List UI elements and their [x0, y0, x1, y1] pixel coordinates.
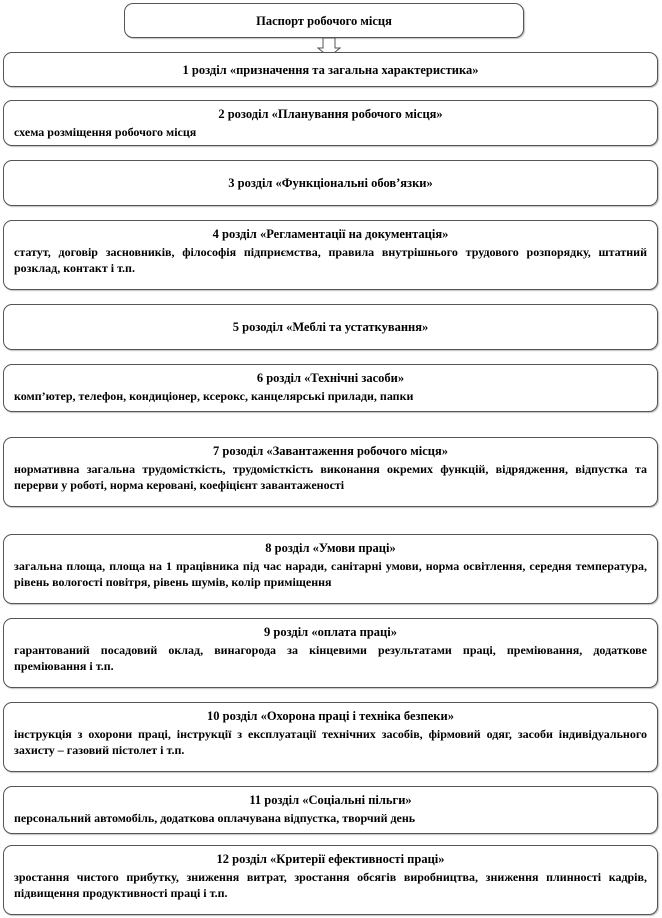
section-8-title: 8 розділ «Умови праці» — [265, 541, 396, 555]
section-7 — [3, 437, 658, 507]
section-4 — [3, 220, 658, 290]
section-6-description: комп’ютер, телефон, кондиціонер, ксерокс, канцелярські прилади, папки — [14, 389, 414, 403]
section-10-description: інструкція з охорони праці, інструкції з експлуатації технічних засобів, фірмовий одяг, засоби індивідуального захисту – газовий пістолет і т.п. — [14, 727, 647, 757]
section-11-title: 11 розділ «Соціальні пільги» — [249, 793, 412, 807]
section-8 — [3, 534, 658, 604]
section-5-title: 5 розоділ «Меблі та устаткування» — [232, 320, 429, 334]
section-11-description: персональний автомобіль, додаткова оплачувана відпустка, творчий день — [14, 811, 416, 825]
passport-header-box — [124, 3, 524, 38]
section-11 — [3, 786, 658, 834]
section-10-title: 10 розділ «Охорона праці і техніка безпеки» — [207, 709, 454, 723]
section-4-description: статут, договір засновників, філософія підприємства, правила внутрішнього трудового розпорядку, штатний розклад, контакт і т.п. — [14, 245, 647, 275]
section-2-description: схема розміщення робочого місця — [14, 125, 197, 139]
passport-title: Паспорт робочого місця — [256, 13, 392, 28]
section-7-title: 7 розоділ «Завантаження робочого місця» — [213, 444, 448, 458]
section-6 — [3, 364, 658, 412]
section-7-description: нормативна загальна трудомісткість, трудомісткість виконання окремих функцій, відрядження, відпустка та перерви у роботі, норма керовані, коефіцієнт завантаженості — [14, 462, 647, 492]
section-9 — [3, 618, 658, 688]
section-4-title: 4 розділ «Регламентації на документація» — [212, 227, 449, 241]
section-8-description: загальна площа, площа на 1 працівника під час наради, санітарні умови, норма освітлення, середня температура, рівень вологості повітря, рівень шумів, колір приміщення — [14, 559, 647, 589]
section-1 — [3, 52, 658, 87]
section-6-title: 6 розділ «Технічні засоби» — [256, 371, 405, 385]
section-2-title: 2 розоділ «Планування робочого місця» — [218, 107, 443, 121]
section-12-title: 12 розділ «Критерії ефективності праці» — [216, 852, 445, 866]
section-12 — [3, 845, 658, 915]
section-9-description: гарантований посадовий оклад, винагорода за кінцевими результатами праці, преміювання, додаткове преміювання і т.п. — [14, 643, 647, 673]
section-3 — [3, 160, 658, 206]
section-9-title: 9 розділ «оплата праці» — [264, 625, 397, 639]
section-1-title: 1 розділ «призначення та загальна характеристика» — [182, 62, 479, 77]
section-3-title: 3 розділ «Функціональні обов’язки» — [228, 176, 433, 190]
section-5 — [3, 304, 658, 350]
section-2 — [3, 100, 658, 146]
section-12-description: зростання чистого прибутку, зниження витрат, зростання обсягів виробництва, зниження плинності кадрів, підвищення продуктивності праці і т.п. — [14, 870, 647, 900]
section-10 — [3, 702, 658, 772]
